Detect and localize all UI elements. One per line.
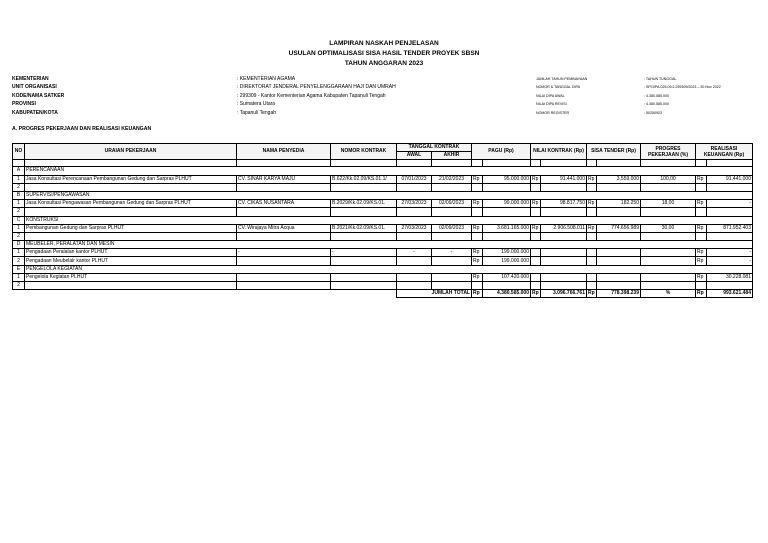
cell-penyedia <box>237 282 331 290</box>
header-sisa: SISA TENDER (Rp) <box>587 144 641 160</box>
cell-nilai <box>541 249 587 257</box>
table-row <box>13 183 753 191</box>
cell-uraian: Pembangunan Gedung dan Sarpras PLHUT <box>25 224 237 232</box>
cell-kontrak: - <box>331 249 397 257</box>
cell-nilai-currency <box>531 257 541 265</box>
cell-sisa <box>597 273 641 281</box>
cell-realisasi: 91.441.000 <box>707 175 753 183</box>
cell-pagu <box>483 232 531 240</box>
table-row <box>13 249 753 257</box>
cell-sisa-currency: Rp <box>587 200 597 208</box>
section-code: B <box>13 191 25 199</box>
cell-pagu-currency: Rp <box>472 249 483 257</box>
cell-akhir <box>432 282 472 290</box>
cell-nilai-currency <box>531 249 541 257</box>
cell-kontrak: B.2029/Kk.02.09/KS.01. <box>331 200 397 208</box>
cell-uraian: Jasa Konsultasi Pengawasan Pembangunan Gedung dan Sarpras PLHUT <box>25 200 237 208</box>
cell-kontrak <box>331 208 397 216</box>
cell-sisa <box>597 282 641 290</box>
header-nilai: NILAI KONTRAK (Rp) <box>531 144 587 160</box>
info-value: : KEMENTERIAN AGAMA <box>237 76 296 82</box>
info-value: : Tapanuli Tengah <box>237 109 277 116</box>
cell-nilai: 98.817.750 <box>541 200 587 208</box>
header-tanggal: TANGGAL KONTRAK <box>397 144 472 152</box>
cell-no: 1 <box>13 224 25 232</box>
header-uraian: URAIAN PEKERJAAN <box>25 144 237 160</box>
info-value: : DIREKTORAT JENDERAL PENYELENGGARAAN HAJI DAN UMRAH <box>237 84 396 91</box>
cell-realisasi-currency <box>696 208 707 216</box>
cell-pagu: 99.000.000 <box>483 200 531 208</box>
cell-kontrak <box>331 282 397 290</box>
section-row <box>13 167 753 175</box>
cell-no: 1 <box>13 273 25 281</box>
cell-progres: 100,00 <box>641 175 696 183</box>
doc-title-line-1: LAMPIRAN NASKAH PENJELASAN <box>329 40 439 47</box>
section-code: E <box>13 265 25 273</box>
header-realisasi: REALISASI KEUANGAN (Rp) <box>696 144 753 160</box>
total-pagu: 4.380.585.000 <box>483 290 531 298</box>
cell-pagu: 3.681.165.000 <box>483 224 531 232</box>
section-name: SUPERVISI/PENGAWASAN <box>25 191 753 199</box>
cell-progres <box>641 249 696 257</box>
cell-nilai <box>541 232 587 240</box>
cell-pagu <box>483 208 531 216</box>
cell-sisa <box>597 232 641 240</box>
total-realisasi-currency: Rp <box>696 290 707 298</box>
cell-realisasi-currency: Rp <box>696 175 707 183</box>
info-label: UNIT ORGANISASI <box>12 84 57 91</box>
section-row <box>13 241 753 249</box>
cell-pagu: 199.000.000 <box>483 249 531 257</box>
cell-kontrak <box>331 257 397 265</box>
total-pagu-currency: Rp <box>472 290 483 298</box>
cell-no: 2 <box>13 257 25 265</box>
info-label: KODE/NAMA SATKER <box>12 92 65 99</box>
cell-kontrak <box>331 273 397 281</box>
info-value: : TAHUN TUNGGAL <box>644 77 677 81</box>
info-label: NOMOR & TANGGAL DIPA <box>536 85 580 90</box>
cell-akhir: 02/09/2023 <box>432 200 472 208</box>
info-label: NILAI DIPA REVISI <box>536 102 567 107</box>
cell-realisasi <box>707 282 753 290</box>
info-value: : 299309 - Kantor Kementerian Agama Kabupaten Tapanuli Tengah <box>237 92 386 99</box>
cell-sisa-currency <box>587 257 597 265</box>
doc-title-line-3: TAHUN ANGGARAN 2023 <box>344 60 424 67</box>
total-sisa: 778.398.239 <box>597 290 641 298</box>
cell-nilai-currency <box>531 208 541 216</box>
cell-pagu-currency: Rp <box>472 200 483 208</box>
cell-realisasi: - <box>707 249 753 257</box>
cell-realisasi: 871.952.403 <box>707 224 753 232</box>
info-value: : 4.380.585.000 <box>644 102 669 107</box>
cell-nilai: 2.906.508.011 <box>541 224 587 232</box>
cell-realisasi-currency <box>696 232 707 240</box>
header-spacer-row <box>13 160 753 167</box>
cell-sisa: 3.559.000 <box>597 175 641 183</box>
cell-uraian: Pengelola Kegiatan PLHUT <box>25 273 237 281</box>
cell-progres <box>641 257 696 265</box>
cell-penyedia <box>237 273 331 281</box>
cell-uraian <box>25 282 237 290</box>
cell-akhir: 21/02/2023 <box>432 175 472 183</box>
cell-progres: 18,00 <box>641 200 696 208</box>
cell-no: 2 <box>13 232 25 240</box>
cell-progres <box>641 273 696 281</box>
cell-pagu-currency <box>472 208 483 216</box>
cell-progres: 30,00 <box>641 224 696 232</box>
cell-nilai-currency <box>531 282 541 290</box>
total-realisasi: 993.621.484 <box>707 290 753 298</box>
section-name: MEUBELER, PERALATAN DAN MESIN <box>25 241 753 249</box>
cell-sisa-currency <box>587 273 597 281</box>
header-awal: AWAL <box>397 152 432 160</box>
info-label: KABUPATEN/KOTA <box>12 109 58 116</box>
total-progres: % <box>641 290 696 298</box>
cell-nilai: 91.441.000 <box>541 175 587 183</box>
cell-progres <box>641 282 696 290</box>
cell-nilai <box>541 257 587 265</box>
cell-realisasi-currency <box>696 183 707 191</box>
cell-kontrak: B.622/Kk.02.09/KS.01.1/ <box>331 175 397 183</box>
cell-nilai <box>541 183 587 191</box>
section-row <box>13 265 753 273</box>
section-code: C <box>13 216 25 224</box>
cell-realisasi-currency: Rp <box>696 249 707 257</box>
cell-sisa-currency <box>587 249 597 257</box>
cell-pagu-currency <box>472 232 483 240</box>
cell-penyedia: - <box>237 249 331 257</box>
cell-awal: - <box>397 249 432 257</box>
cell-no: 1 <box>13 200 25 208</box>
cell-pagu <box>483 183 531 191</box>
table-row <box>13 200 753 208</box>
cell-penyedia: CV. SINAR KARYA MAJU <box>237 175 331 183</box>
cell-sisa-currency: Rp <box>587 224 597 232</box>
section-name: PERENCANAAN <box>25 167 753 175</box>
cell-no: 2 <box>13 282 25 290</box>
cell-sisa-currency <box>587 183 597 191</box>
cell-realisasi-currency: Rp <box>696 200 707 208</box>
cell-realisasi: - <box>707 200 753 208</box>
cell-nilai <box>541 273 587 281</box>
total-nilai-currency: Rp <box>532 290 539 297</box>
cell-sisa-currency <box>587 208 597 216</box>
cell-uraian: Pengadaan Meubelair kantor PLHUT <box>25 257 237 265</box>
cell-realisasi <box>707 232 753 240</box>
cell-awal: 27/03/2023 <box>397 200 432 208</box>
header-penyedia: NAMA PENYEDIA <box>237 144 331 160</box>
cell-kontrak <box>331 232 397 240</box>
cell-penyedia: CV. CIKAS NUSANTARA <box>237 200 331 208</box>
cell-pagu <box>483 282 531 290</box>
cell-sisa: 182.250 <box>597 200 641 208</box>
cell-nilai-currency <box>531 183 541 191</box>
cell-kontrak: B.2021/Kk.02.09/KS.01. <box>331 224 397 232</box>
cell-sisa-currency <box>587 282 597 290</box>
cell-pagu-currency: Rp <box>472 175 483 183</box>
cell-akhir: - <box>432 249 472 257</box>
total-nilai: 3.096.766.761 <box>541 290 587 298</box>
cell-awal <box>397 257 432 265</box>
header-pagu: PAGU (Rp) <box>472 144 531 160</box>
info-left-values <box>237 75 396 117</box>
cell-nilai-currency <box>531 232 541 240</box>
cell-no: 1 <box>13 249 25 257</box>
cell-akhir <box>432 273 472 281</box>
cell-akhir: 02/09/2023 <box>432 224 472 232</box>
cell-sisa: 774.656.989 <box>597 224 641 232</box>
cell-penyedia <box>237 232 331 240</box>
table-row <box>13 224 753 232</box>
cell-realisasi-currency <box>696 282 707 290</box>
info-value: : 50250923 <box>644 110 662 115</box>
cell-akhir <box>432 257 472 265</box>
info-label: NILAI DIPA AWAL <box>536 93 565 98</box>
cell-awal <box>397 232 432 240</box>
info-right-values <box>644 75 721 117</box>
cell-progres <box>641 208 696 216</box>
cell-nilai-currency: Rp <box>531 224 541 232</box>
cell-nilai-currency: Rp <box>531 175 541 183</box>
section-code: A <box>13 167 25 175</box>
header-progres: PROGRES PEKERJAAN (%) <box>641 144 696 160</box>
cell-uraian <box>25 183 237 191</box>
cell-penyedia <box>237 257 331 265</box>
progress-table <box>12 143 753 298</box>
cell-sisa-currency: Rp <box>587 175 597 183</box>
cell-sisa <box>597 183 641 191</box>
cell-uraian: Jasa Konsultasi Perencanaan Pembangunan Gedung dan Sarpras PLHUT <box>25 175 237 183</box>
table-row <box>13 175 753 183</box>
cell-progres <box>641 183 696 191</box>
cell-pagu-currency: Rp <box>472 224 483 232</box>
cell-nilai-currency: Rp <box>531 200 541 208</box>
total-blank <box>13 290 397 298</box>
cell-kontrak <box>331 183 397 191</box>
info-value: : SP.DIPA.025.09.2.299309/2023 – 30 Nov 2022 <box>644 85 721 90</box>
section-name: KONSTRUKSI <box>25 216 753 224</box>
section-a-heading: A. PROGRES PEKERJAAN DAN REALISASI KEUANGAN <box>12 126 152 132</box>
cell-akhir <box>432 232 472 240</box>
section-name: PENGELOLA KEGIATAN <box>25 265 753 273</box>
section-row <box>13 216 753 224</box>
cell-uraian <box>25 208 237 216</box>
section-code: D <box>13 241 25 249</box>
table-row <box>13 232 753 240</box>
cell-sisa-currency <box>587 232 597 240</box>
info-value: : Sumatera Utara <box>237 101 276 108</box>
cell-sisa <box>597 257 641 265</box>
cell-realisasi <box>707 183 753 191</box>
cell-realisasi: - <box>707 257 753 265</box>
cell-pagu-currency <box>472 282 483 290</box>
cell-pagu: 95.000.000 <box>483 175 531 183</box>
cell-awal <box>397 282 432 290</box>
table-row <box>13 282 753 290</box>
cell-pagu-currency: Rp <box>472 257 483 265</box>
cell-awal <box>397 273 432 281</box>
cell-no: 2 <box>13 183 25 191</box>
total-label: JUMLAH TOTAL <box>397 290 472 298</box>
info-label: JUMLAH TAHUN PEMBIAYAAN <box>536 77 588 81</box>
info-left-labels <box>12 75 64 117</box>
cell-nilai <box>541 282 587 290</box>
cell-sisa <box>597 208 641 216</box>
info-label: NOMOR REGISTER <box>536 110 570 115</box>
cell-no: 2 <box>13 208 25 216</box>
cell-awal <box>397 183 432 191</box>
cell-realisasi: 30.228.081 <box>707 273 753 281</box>
cell-realisasi <box>707 208 753 216</box>
cell-no: 1 <box>13 175 25 183</box>
table-row <box>13 273 753 281</box>
table-row <box>13 208 753 216</box>
cell-pagu: 199.000.000 <box>483 257 531 265</box>
table-row <box>13 257 753 265</box>
info-label: KEMENTERIAN <box>12 76 49 82</box>
cell-akhir <box>432 183 472 191</box>
cell-realisasi-currency: Rp <box>696 273 707 281</box>
cell-uraian <box>25 232 237 240</box>
cell-realisasi-currency: Rp <box>696 224 707 232</box>
info-label: PROVINSI <box>12 101 36 108</box>
cell-awal: 07/01/2023 <box>397 175 432 183</box>
cell-penyedia <box>237 183 331 191</box>
cell-awal <box>397 208 432 216</box>
table-body <box>13 167 753 298</box>
info-right-labels <box>536 75 587 117</box>
cell-pagu-currency: Rp <box>472 273 483 281</box>
cell-akhir <box>432 208 472 216</box>
cell-pagu-currency <box>472 183 483 191</box>
cell-sisa <box>597 249 641 257</box>
cell-realisasi-currency: Rp <box>696 257 707 265</box>
cell-progres <box>641 232 696 240</box>
header-no: NO <box>13 144 25 160</box>
total-row <box>13 290 753 298</box>
header-kontrak: NOMOR KONTRAK <box>331 144 397 160</box>
cell-penyedia <box>237 208 331 216</box>
section-row <box>13 191 753 199</box>
total-sisa-currency: Rp <box>588 290 595 297</box>
cell-penyedia: CV. Wirajaya Mitra Acqua <box>237 224 331 232</box>
cell-nilai <box>541 208 587 216</box>
cell-nilai-currency <box>531 273 541 281</box>
doc-title-line-2: USULAN OPTIMALISASI SISA HASIL TENDER PROYEK SBSN <box>288 50 480 57</box>
header-akhir: AKHIR <box>432 152 472 160</box>
cell-uraian: Pengadaan Peralatan kantor PLHUT <box>25 249 237 257</box>
cell-pagu: 107.420.000 <box>483 273 531 281</box>
cell-awal: 27/03/2023 <box>397 224 432 232</box>
info-value: : 4.380.585.000 <box>644 93 669 98</box>
